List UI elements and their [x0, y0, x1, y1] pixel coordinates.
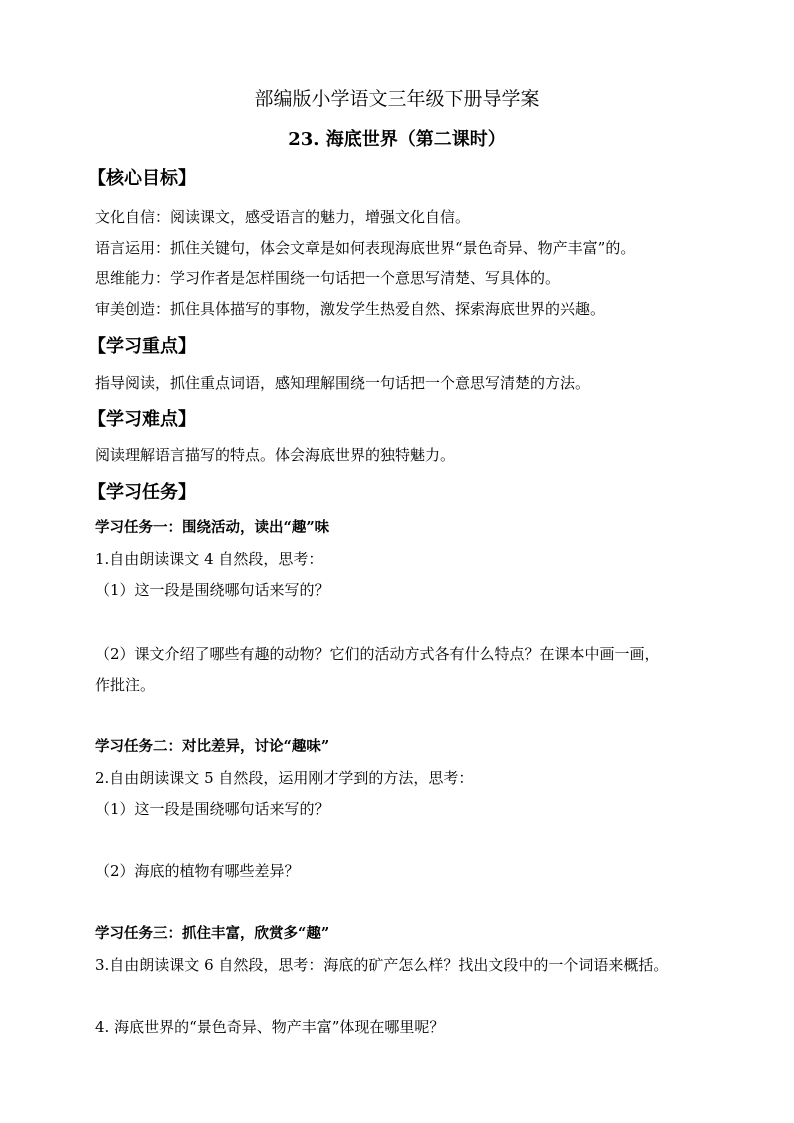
key-points-heading: 【学习重点】	[88, 336, 196, 357]
task-one-subquestion-2-cont: 作批注。	[95, 676, 156, 694]
task-four-question: 4. 海底世界的“景色奇异、物产丰富”体现在哪里呢？	[95, 1018, 445, 1036]
task-two-subquestion-1: （1）这一段是围绕哪句话来写的？	[95, 800, 330, 818]
task-two-subquestion-2: （2）海底的植物有哪些差异？	[95, 862, 300, 880]
task-one-title: 学习任务一：围绕活动，读出“趣”味	[95, 519, 330, 536]
difficulties-text: 阅读理解语言描写的特点。体会海底世界的独特魅力。	[95, 446, 456, 464]
task-three-title: 学习任务三：抓住丰富，欣赏多“趣”	[95, 925, 330, 942]
core-goals-heading: 【核心目标】	[88, 168, 196, 189]
task-one-subquestion-1: （1）这一段是围绕哪句话来写的？	[95, 581, 330, 599]
key-points-text: 指导阅读，抓住重点词语，感知理解围绕一句话把一个意思写清楚的方法。	[95, 374, 591, 392]
task-two-title: 学习任务二：对比差异，讨论“趣味”	[95, 738, 330, 755]
task-two-question: 2.自由朗读课文 5 自然段，运用刚才学到的方法，思考：	[95, 769, 474, 787]
document-title: 部编版小学语文三年级下册导学案	[254, 88, 540, 110]
core-goal-thinking: 思维能力：学习作者是怎样围绕一句话把一个意思写清楚、写具体的。	[95, 269, 561, 287]
difficulties-heading: 【学习难点】	[88, 409, 196, 430]
lesson-title: 23. 海底世界（第二课时）	[288, 129, 506, 150]
tasks-heading: 【学习任务】	[88, 482, 196, 503]
task-one-subquestion-2: （2）课文介绍了哪些有趣的动物？它们的活动方式各有什么特点？在课本中画一画，	[95, 645, 660, 663]
task-three-question: 3.自由朗读课文 6 自然段，思考：海底的矿产怎么样？找出文段中的一个词语来概括。	[95, 956, 669, 974]
core-goal-language: 语言运用：抓住关键句，体会文章是如何表现海底世界“景色奇异、物产丰富”的。	[95, 239, 636, 257]
task-one-question: 1.自由朗读课文 4 自然段，思考：	[95, 550, 324, 568]
core-goal-aesthetic: 审美创造：抓住具体描写的事物，激发学生热爱自然、探索海底世界的兴趣。	[95, 300, 606, 318]
core-goal-culture: 文化自信：阅读课文，感受语言的魅力，增强文化自信。	[95, 208, 471, 226]
